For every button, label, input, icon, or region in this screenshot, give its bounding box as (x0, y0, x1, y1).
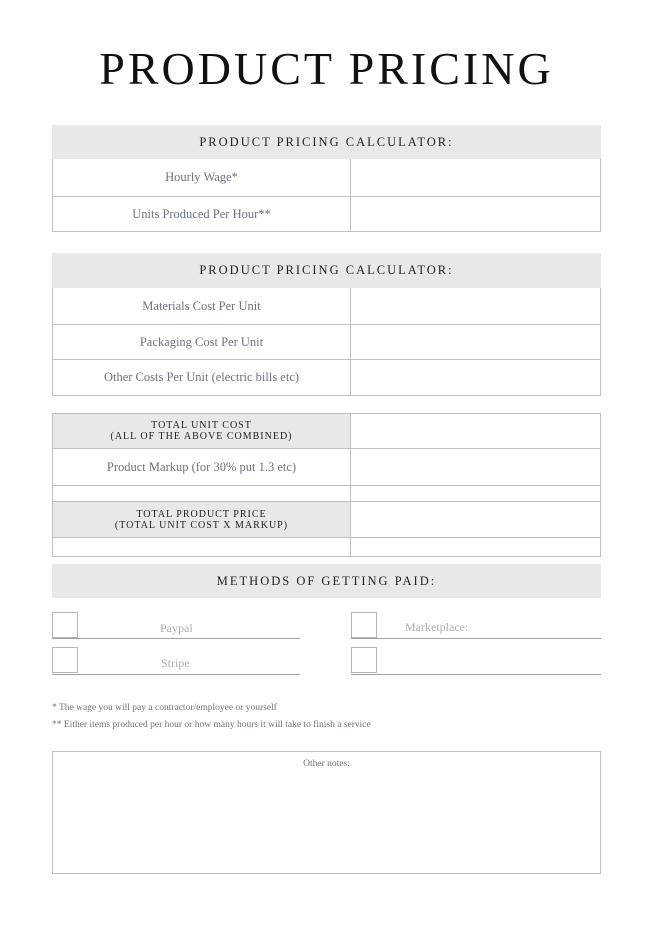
total-unit-cost-label (53, 414, 351, 448)
spacer-cell (53, 538, 351, 556)
table-row (52, 360, 601, 396)
calculator-section-2 (52, 253, 601, 396)
table-row (52, 486, 601, 502)
table-row (52, 538, 601, 557)
total-unit-cost-subtitle: (ALL OF THE ABOVE COMBINED) (110, 431, 293, 442)
stripe-label: Stripe (161, 656, 190, 670)
materials-cost-field[interactable] (351, 288, 600, 324)
footnote-units: ** Either items produced per hour or how many hours it will take to finish a service (52, 720, 371, 730)
spacer-cell (53, 486, 351, 501)
materials-cost-label: Materials Cost Per Unit (53, 288, 351, 324)
hourly-wage-field[interactable] (351, 159, 600, 196)
blank-checkbox[interactable] (351, 647, 377, 673)
table-row (52, 449, 601, 486)
section-header: PRODUCT PRICING CALCULATOR: (52, 253, 601, 288)
table-row (52, 325, 601, 360)
packaging-cost-label: Packaging Cost Per Unit (53, 325, 351, 359)
totals-section (52, 413, 601, 556)
table-row (52, 159, 601, 197)
stripe-checkbox[interactable] (52, 647, 78, 673)
table-row (52, 288, 601, 325)
total-price-label (53, 502, 351, 537)
marketplace-label: Marketplace: (405, 620, 469, 634)
other-costs-label: Other Costs Per Unit (electric bills etc) (53, 360, 351, 395)
stripe-line (52, 674, 300, 675)
paypal-checkbox[interactable] (52, 612, 78, 638)
markup-field[interactable] (351, 449, 600, 485)
payment-section (52, 564, 601, 598)
markup-label: Product Markup (for 30% put 1.3 etc) (53, 449, 351, 485)
paypal-line (52, 638, 300, 639)
footnote-wage: * The wage you will pay a contractor/employee or yourself (52, 703, 277, 713)
packaging-cost-field[interactable] (351, 325, 600, 359)
other-notes-label: Other notes: (303, 759, 350, 769)
total-price-subtitle: (TOTAL UNIT COST X MARKUP) (114, 519, 289, 531)
section-header: PRODUCT PRICING CALCULATOR: (52, 125, 601, 159)
section-header: METHODS OF GETTING PAID: (52, 564, 601, 598)
table-row (52, 197, 601, 232)
paypal-label: Paypal (160, 621, 193, 635)
hourly-wage-label: Hourly Wage* (53, 159, 351, 196)
units-per-hour-label: Units Produced Per Hour** (53, 197, 351, 231)
spacer-field[interactable] (351, 538, 600, 556)
calculator-section-1 (52, 125, 601, 232)
other-costs-field[interactable] (351, 360, 600, 395)
table-row (52, 414, 601, 449)
page-title: PRODUCT PRICING (99, 43, 554, 94)
blank-line[interactable] (351, 674, 601, 675)
table-row (52, 502, 601, 538)
total-price-title: TOTAL PRODUCT PRICE (136, 508, 267, 520)
total-unit-cost-title: TOTAL UNIT COST (151, 420, 252, 431)
spacer-field[interactable] (351, 486, 600, 501)
total-price-field[interactable] (351, 502, 600, 537)
marketplace-checkbox[interactable] (351, 612, 377, 638)
other-notes-box[interactable] (52, 751, 601, 874)
units-per-hour-field[interactable] (351, 197, 600, 231)
marketplace-line[interactable] (351, 638, 601, 639)
total-unit-cost-field[interactable] (351, 414, 600, 448)
